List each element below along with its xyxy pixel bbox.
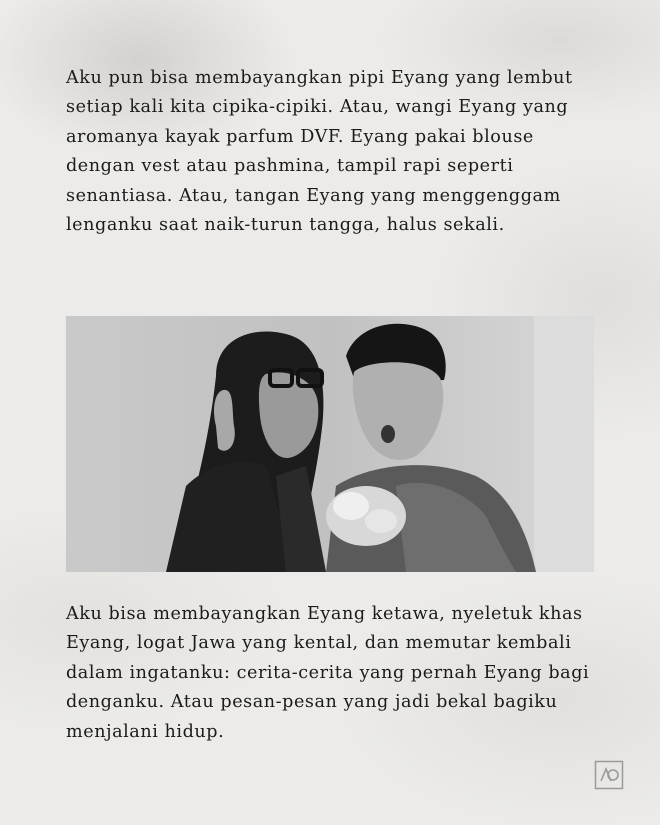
paragraph-second: Aku bisa membayangkan Eyang ketawa, nyeletuk khas Eyang, logat Jawa yang kental, dan memutar kembali dalam ingatanku: cerita-cerita yang pernah Eyang bagi denganku. Atau pesan-pesan yang jadi bekal bagiku menjalani hidup. [66, 604, 590, 742]
photo [66, 316, 594, 572]
photo-illustration [66, 316, 594, 572]
ao-logo-icon [594, 760, 624, 790]
paragraph-first: Aku pun bisa membayangkan pipi Eyang yang lembut setiap kali kita cipika-cipiki. Atau, wangi Eyang yang aromanya kayak parfum DVF. Eyang pakai blouse dengan vest atau pashmina, tampil rapi seperti senantiasa. Atau, tangan Eyang yang menggenggam lenganku saat naik-turun tangga, halus sekali. [66, 68, 573, 236]
